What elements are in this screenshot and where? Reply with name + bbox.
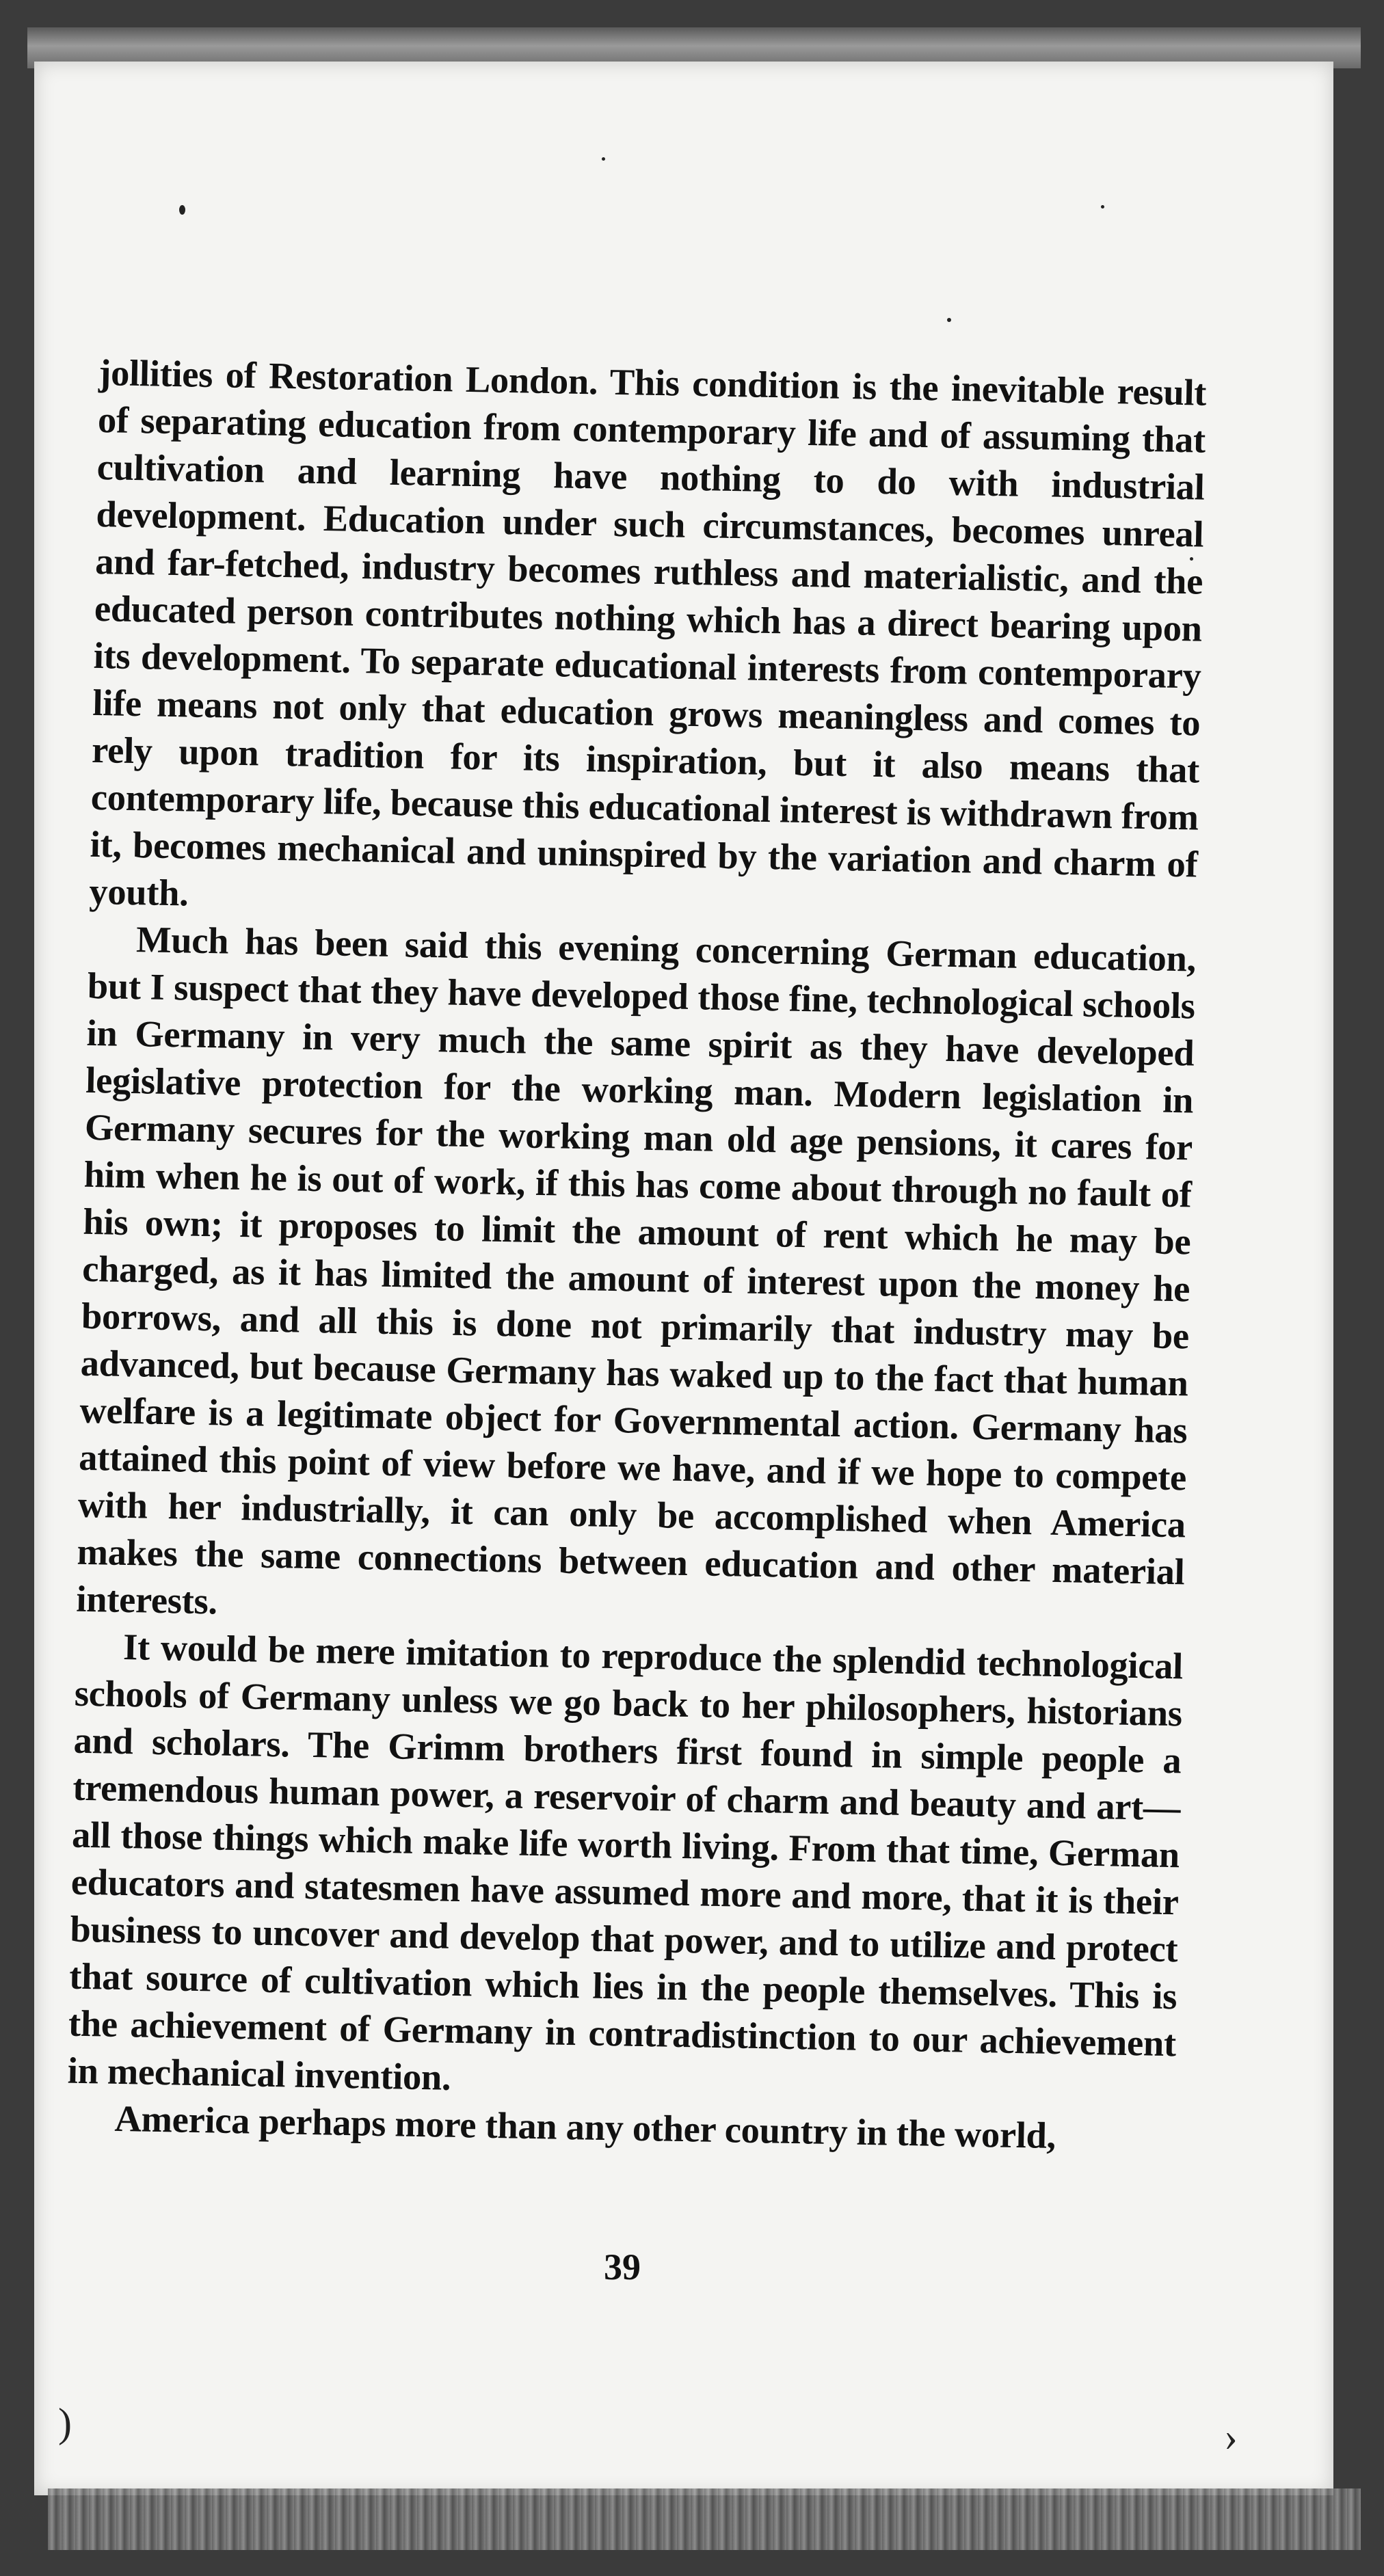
page-number: 39 [604, 2246, 641, 2287]
paragraph-2: Much has been said this evening concerning German education, but I suspect that they have developed those fine, technological schools in Germany in very much the same spirit as they have developed legislative protection for the working man. Modern legislation in Germany secures for the working man old age pensions, it cares for him when he is out of work, if this has come about through no fault of his own; it proposes to limit the amount of rent which he may be charged, as it has limited the amount of interest upon the money he borrows, and all this is done not primarily that industry may be advanced, but because Germany has waked up to the fact that human welfare is a legitimate object for Governmental action. Germany has attained this point of view before we have, and if we hope to compete with her industrially, it can only be accomplished when America makes the same connections between education and other material interests. [75, 918, 1197, 1622]
paragraph-1: jollities of Restoration London. This condition is the inevitable result of separating education from contemporary life and of assuming that cultivation and learning have nothing to do with industrial development. Education under such circumstances, becomes unreal and far-fetched, industry becomes ruthless and materialistic, and the educated person contributes nothing which has a direct bearing upon its development. To separate educational interests from contemporary life means not only that education grows meaningless and comes to rely upon tradition for its inspiration, but it also means that contemporary life, because this educational interest is withdrawn from it, becomes mechanical and uninspired by the variation and charm of youth. [88, 351, 1207, 914]
margin-mark-right: › [1224, 2414, 1238, 2459]
scan-bottom-edge [48, 2488, 1361, 2550]
paragraph-3: It would be mere imitation to reproduce the splendid technological schools of Germany unless we go back to her philosophers, historians and scholars. The Grimm brothers first found in simple people a tremendous human power, a reservoir of charm and beauty and art—all those things which make life worth living. From that time, German educators and statesmen have assumed more and more, that it is their business to uncover and develop that power, and to utilize and protect that source of cultivation which lies in the people themselves. This is the achievement of Germany in contradistinction to our achievement in mechanical invention. [67, 1625, 1184, 2098]
body-text [66, 349, 1207, 2161]
book-page [34, 62, 1333, 2495]
margin-mark-left: ) [58, 2400, 72, 2445]
ink-speck [602, 157, 605, 161]
paragraph-4: America perhaps more than any other country in the world, [114, 2097, 1056, 2157]
ink-speck [179, 205, 185, 215]
ink-speck [1101, 205, 1104, 209]
ink-speck [947, 318, 951, 322]
